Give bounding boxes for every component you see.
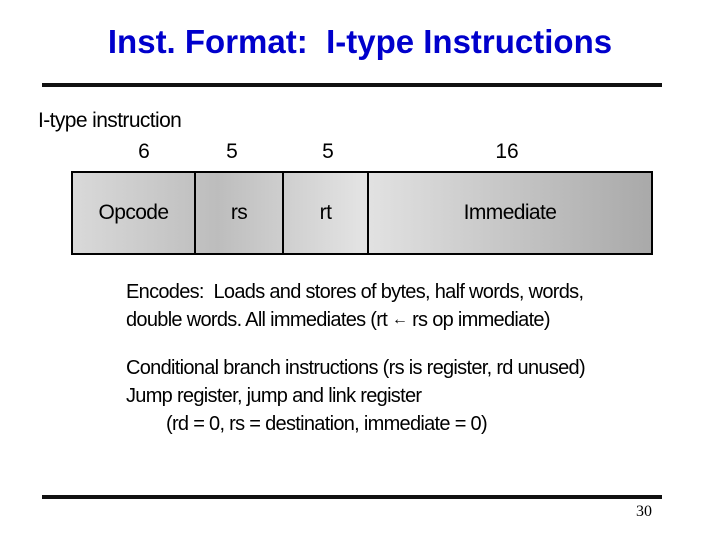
jump-register-detail-line: (rd = 0, rs = destination, immediate = 0): [166, 413, 487, 435]
diagram-heading: I-type instruction: [38, 109, 182, 132]
field-width-immediate: 16: [495, 140, 519, 163]
field-rs: rs: [196, 173, 284, 253]
field-rt: rt: [284, 173, 369, 253]
left-arrow-icon: ←: [391, 311, 408, 328]
instruction-format-box: [71, 171, 653, 255]
field-width-opcode: 6: [138, 140, 150, 163]
field-width-rs: 5: [226, 140, 238, 163]
field-opcode: Opcode: [73, 173, 196, 253]
bottom-divider: [42, 495, 662, 499]
slide-title: Inst. Format: I-type Instructions: [107, 23, 613, 60]
page-number: 30: [636, 503, 652, 520]
encodes-line-2: [126, 306, 550, 334]
field-width-rt: 5: [322, 140, 334, 163]
encodes-line-2-end: rs op immediate): [407, 309, 550, 331]
field-immediate: Immediate: [463, 201, 557, 224]
branch-line: Conditional branch instructions (rs is register, rd unused): [126, 357, 585, 379]
encodes-line-2-start: double words. All immediates (rt: [126, 309, 392, 331]
jump-register-line: Jump register, jump and link register: [126, 385, 422, 407]
encodes-line-1: Encodes: Loads and stores of bytes, half words, words,: [126, 281, 584, 303]
top-divider: [42, 83, 662, 87]
